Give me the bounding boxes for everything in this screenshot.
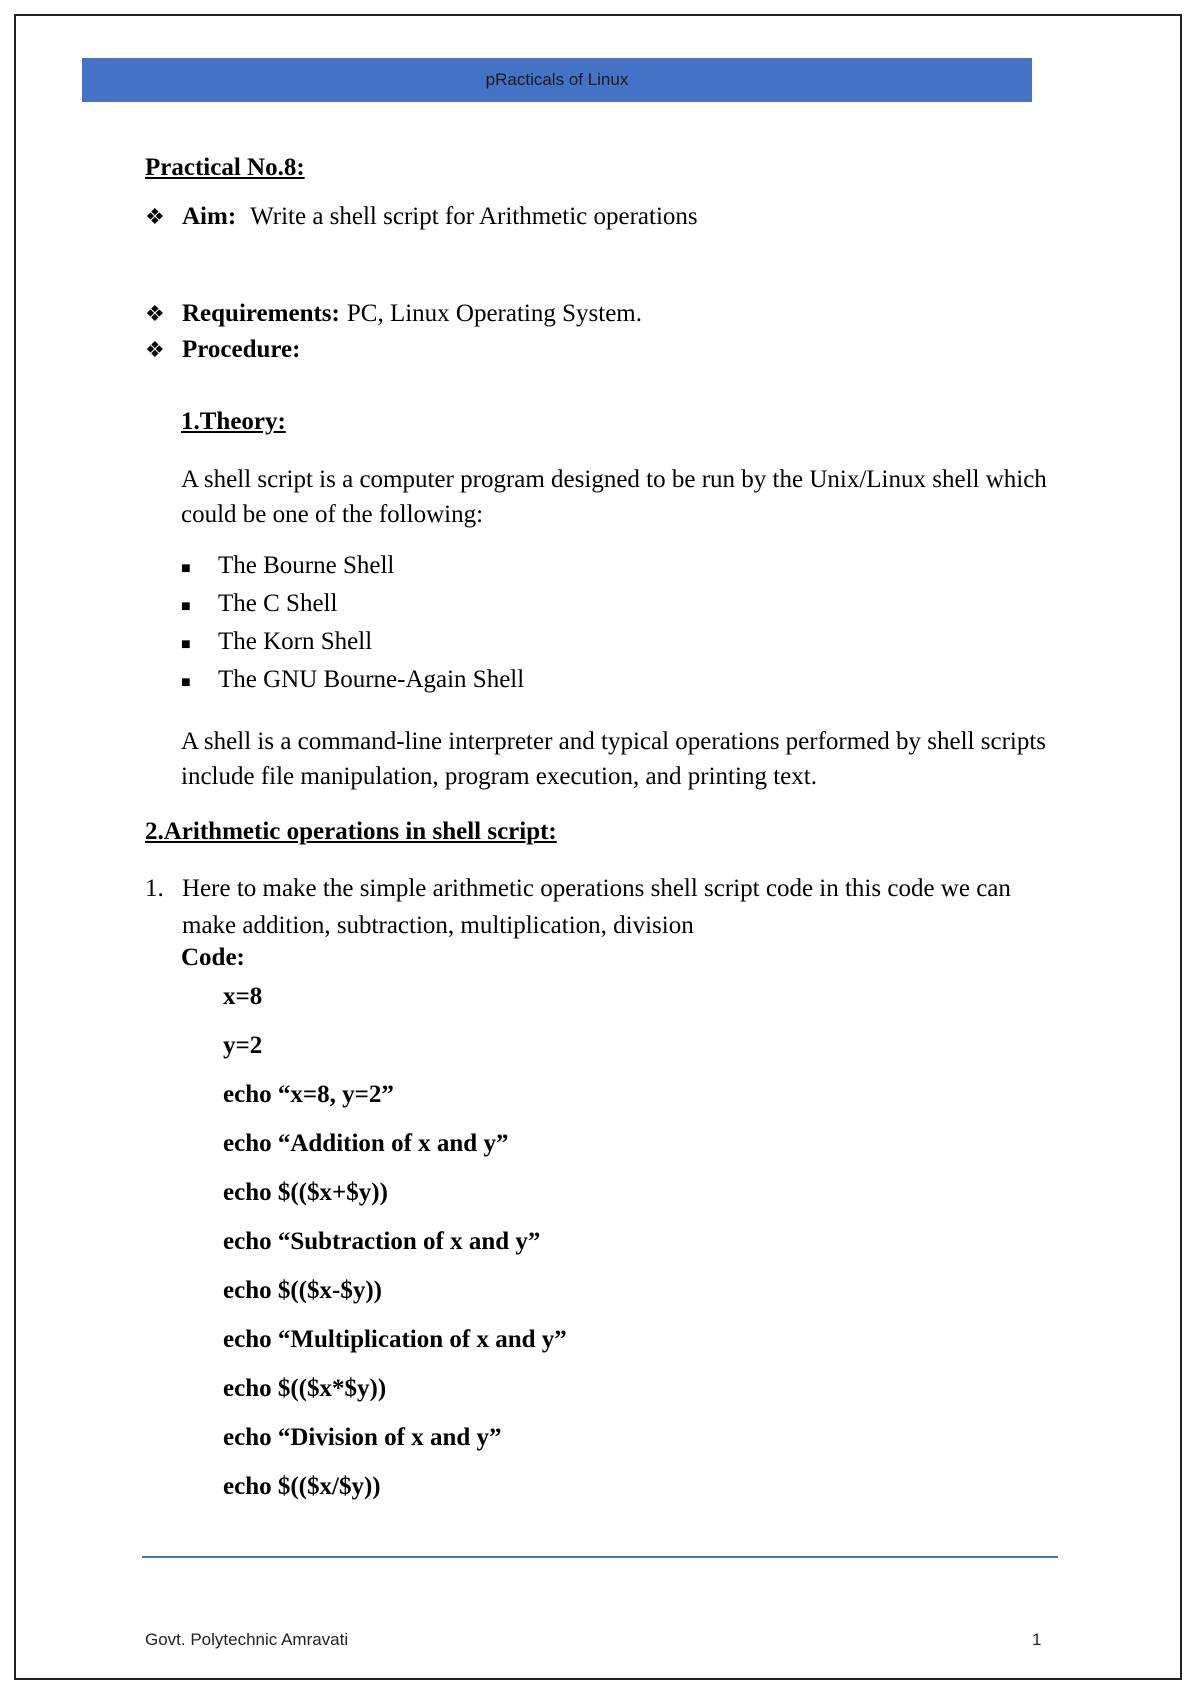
code-line: echo $(($x/$y)) <box>223 1473 381 1500</box>
section-heading: 2.Arithmetic operations in shell script: <box>145 818 557 845</box>
header-title: pRacticals of Linux <box>485 70 629 89</box>
code-line: x=8 <box>223 983 263 1010</box>
aim-row <box>145 203 698 231</box>
item-number: 1. <box>145 875 164 902</box>
code-block <box>223 977 567 1516</box>
shell-name: The GNU Bourne-Again Shell <box>218 666 525 693</box>
page-number: 1 <box>1032 1630 1042 1649</box>
header-bar <box>82 58 1032 102</box>
code-line: y=2 <box>223 1032 263 1059</box>
aim-label: Aim: <box>182 203 237 230</box>
aim-text: Write a shell script for Arithmetic operations <box>250 203 698 230</box>
procedure-label: Procedure: <box>182 336 301 363</box>
list-item <box>181 590 524 628</box>
shell-name: The Bourne Shell <box>218 552 395 579</box>
list-item <box>181 628 524 666</box>
code-line: echo $(($x-$y)) <box>223 1277 382 1304</box>
shell-list <box>181 552 524 704</box>
list-item <box>181 666 524 704</box>
shell-name: The Korn Shell <box>218 628 373 655</box>
theory-heading: 1.Theory: <box>181 408 286 435</box>
requirements-label: Requirements: <box>182 300 340 327</box>
square-bullet-icon: ■ <box>181 636 191 653</box>
footer-institution: Govt. Polytechnic Amravati <box>145 1630 349 1649</box>
square-bullet-icon: ■ <box>181 598 191 615</box>
code-line: echo “Division of x and y” <box>223 1424 502 1451</box>
code-line: echo “Addition of x and y” <box>223 1130 509 1157</box>
shell-description: A shell is a command-line interpreter and typical operations performed by shell scripts include file manipulation, program execution, and printing text. <box>181 728 1047 790</box>
procedure-row <box>145 336 300 364</box>
code-line: echo “x=8, y=2” <box>223 1081 394 1108</box>
item-text: Here to make the simple arithmetic operations shell script code in this code we can make addition, subtraction, multiplication, division <box>182 875 1011 939</box>
practical-title: Practical No.8: <box>145 154 305 181</box>
code-line: echo $(($x*$y)) <box>223 1375 387 1402</box>
requirements-text: PC, Linux Operating System. <box>346 300 642 327</box>
page-border <box>14 14 1182 1680</box>
code-line: echo “Multiplication of x and y” <box>223 1326 567 1353</box>
code-line: echo “Subtraction of x and y” <box>223 1228 541 1255</box>
code-label: Code: <box>181 944 245 971</box>
shell-name: The C Shell <box>218 590 338 617</box>
numbered-item <box>145 870 1052 944</box>
diamond-bullet-icon: ❖ <box>145 204 165 229</box>
diamond-bullet-icon: ❖ <box>145 301 165 326</box>
square-bullet-icon: ■ <box>181 560 191 577</box>
theory-intro: A shell script is a computer program designed to be run by the Unix/Linux shell which could be one of the following: <box>181 466 1047 528</box>
square-bullet-icon: ■ <box>181 674 191 691</box>
requirements-row <box>145 300 642 328</box>
list-item <box>181 552 524 590</box>
diamond-bullet-icon: ❖ <box>145 337 165 362</box>
footer-divider <box>142 1556 1058 1558</box>
code-line: echo $(($x+$y)) <box>223 1179 388 1206</box>
